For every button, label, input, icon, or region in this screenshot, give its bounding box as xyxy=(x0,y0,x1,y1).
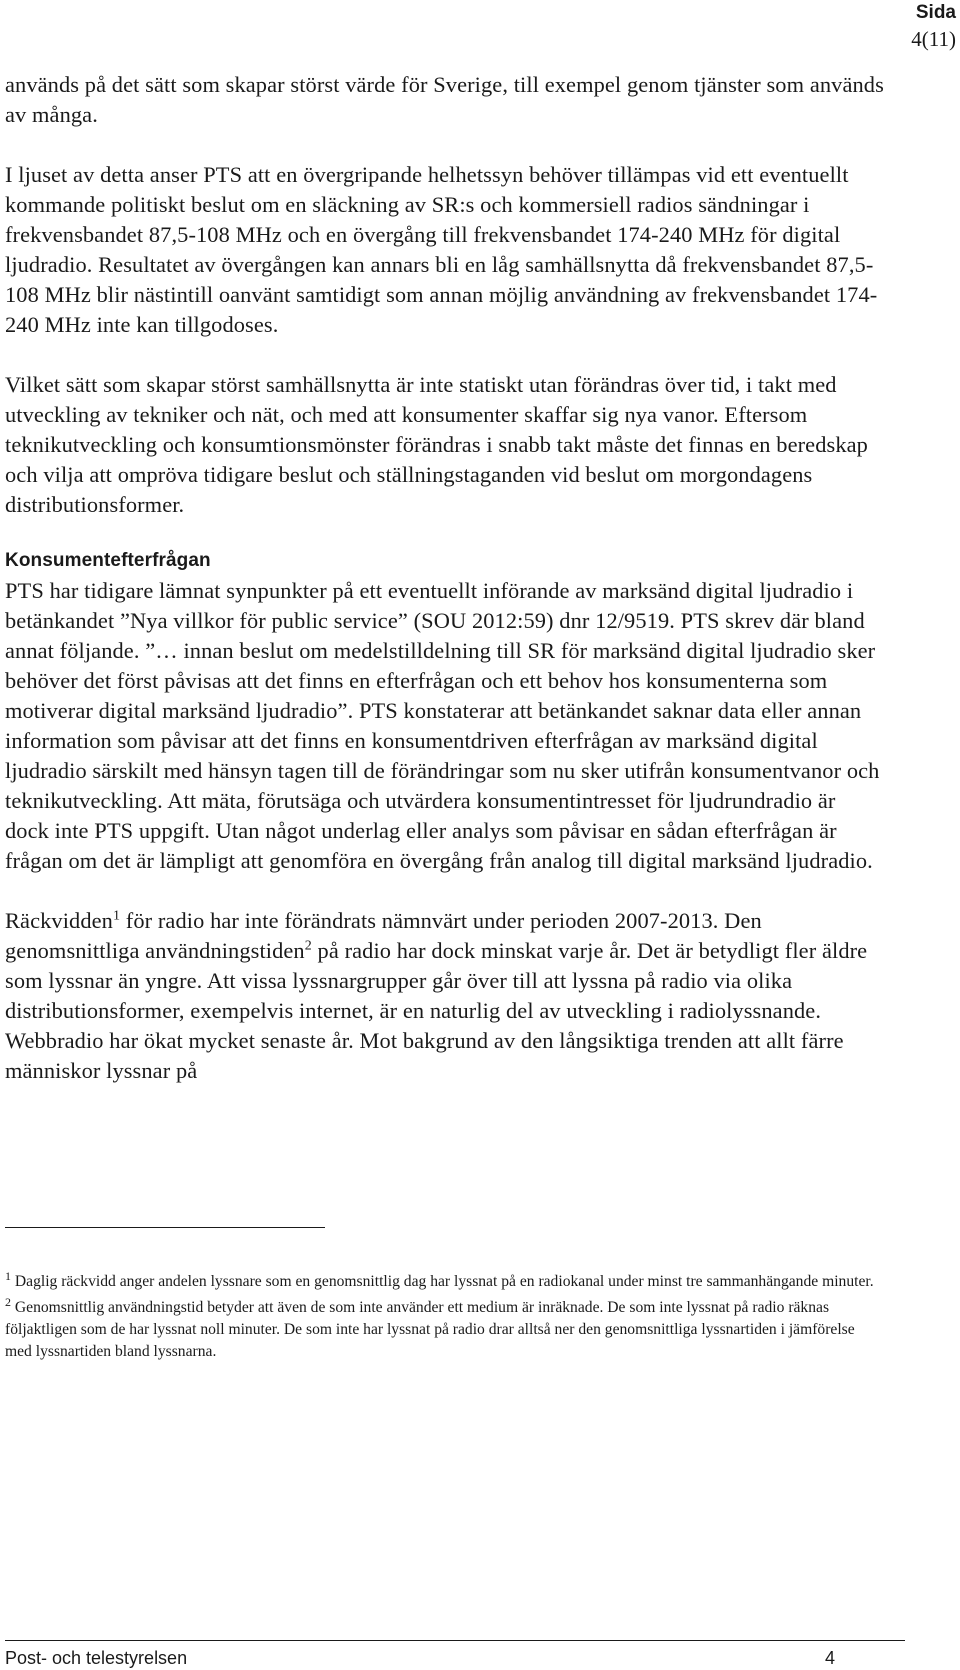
page-number-indicator: 4(11) xyxy=(911,27,956,51)
footnote-ref-2[interactable]: 2 xyxy=(304,938,312,954)
paragraph-5-text-a: Räckvidden xyxy=(5,908,113,933)
paragraph-5 xyxy=(5,906,885,1086)
footnote-separator xyxy=(5,1227,325,1228)
footer-organization: Post- och telestyrelsen xyxy=(5,1648,188,1668)
footnote-ref-1[interactable]: 1 xyxy=(112,908,121,924)
footer-page-number: 4 xyxy=(824,1648,835,1668)
paragraph-4: PTS har tidigare lämnat synpunkter på ett eventuellt införande av marksänd digital ljudradio i betänkandet ”Nya villkor för public service” (SOU 2012:59) dnr 12/9519. PTS skrev där bland annat följande. ”… innan beslut om medelstilldelning till SR för marksänd digital ljudradio sker behöver det först påvisas att det finns en efterfrågan och ett behov hos konsumenterna som motiverar digital marksänd ljudradio”. PTS konstaterar att betänkandet saknar data eller annan information som påvisar att det finns en konsumentdriven efterfrågan av marksänd digital ljudradio särskilt med hänsyn tagen till de förändringar som nu sker utifrån konsumentvanor och teknikutveckling. Att mäta, förutsäga och utvärdera konsumentintresset för ljudrundradio är dock inte PTS uppgift. Utan något underlag eller analys som påvisar en sådan efterfrågan är frågan om det är lämpligt att genomföra en övergång från analog till digital marksänd ljudradio. xyxy=(5,578,880,873)
paragraph-2: I ljuset av detta anser PTS att en övergripande helhetssyn behöver tillämpas vid ett eventuellt kommande politiskt beslut om en släckning av SR:s och kommersiell radios sändningar i frekvensbandet 87,5-108 MHz och en övergång till frekvensbandet 174-240 MHz för digital ljudradio. Resultatet av övergången kan annars bli en låg samhällsnytta då frekvensbandet 87,5-108 MHz blir nästintill oanvänt samtidigt som annan möjlig användning av frekvensbandet 174-240 MHz inte kan tillgodoses. xyxy=(5,162,878,337)
page-header xyxy=(756,0,956,52)
footnote-1-text: Daglig räckvidd anger andelen lyssnare som en genomsnittlig dag har lyssnat på en radiokanal under minst tre sammanhängande minuter. xyxy=(11,1273,874,1290)
paragraph-3: Vilket sätt som skapar störst samhällsnytta är inte statiskt utan förändras över tid, i takt med utveckling av tekniker och nät, och med att konsumenter skaffar sig nya vanor. Eftersom teknikutveckling och konsumtionsmönster förändras i snabb takt måste det finnas en beredskap och vilja att ompröva tidigare beslut och ställningstaganden vid beslut om morgondagens distributionsformer. xyxy=(5,372,868,517)
footnote-1 xyxy=(5,1268,885,1293)
footnotes xyxy=(5,1268,885,1367)
footnote-2-number: 2 xyxy=(5,1294,11,1309)
footer-divider xyxy=(5,1640,905,1641)
page-label: Sida xyxy=(915,2,956,23)
paragraph-5-text-b: för radio har inte förändrats nämnvärt under perioden 2007-2013. Den genomsnittliga användningstiden xyxy=(5,908,762,963)
paragraph-1: används på det sätt som skapar störst värde för Sverige, till exempel genom tjänster som används av många. xyxy=(5,72,884,127)
footnote-2 xyxy=(5,1294,885,1363)
document-body xyxy=(5,70,885,1116)
section-heading: Konsumentefterfrågan xyxy=(5,550,211,571)
paragraph-5-text-c: på radio har dock minskat varje år. Det är betydligt fler äldre som lyssnar än yngre. Att vissa lyssnargrupper går över till att lyssna på radio via olika distributionsformer, exempelvis internet, är en naturlig del av utveckling i radiolyssnande. Webbradio har ökat mycket senaste år. Mot bakgrund av den långsiktiga trenden att allt färre människor lyssnar på xyxy=(5,938,868,1083)
footnote-1-number: 1 xyxy=(5,1268,11,1283)
page-footer xyxy=(5,1646,905,1670)
footnote-2-text: Genomsnittlig användningstid betyder att även de som inte använder ett medium är inräknade. De som inte lyssnat på radio räknas följaktligen som de har lyssnat noll minuter. De som inte har lyssnat på radio drar alltså ner den genomsnittliga lyssnartiden i jämförelse med lyssnartiden bland lyssnarna. xyxy=(5,1299,855,1360)
